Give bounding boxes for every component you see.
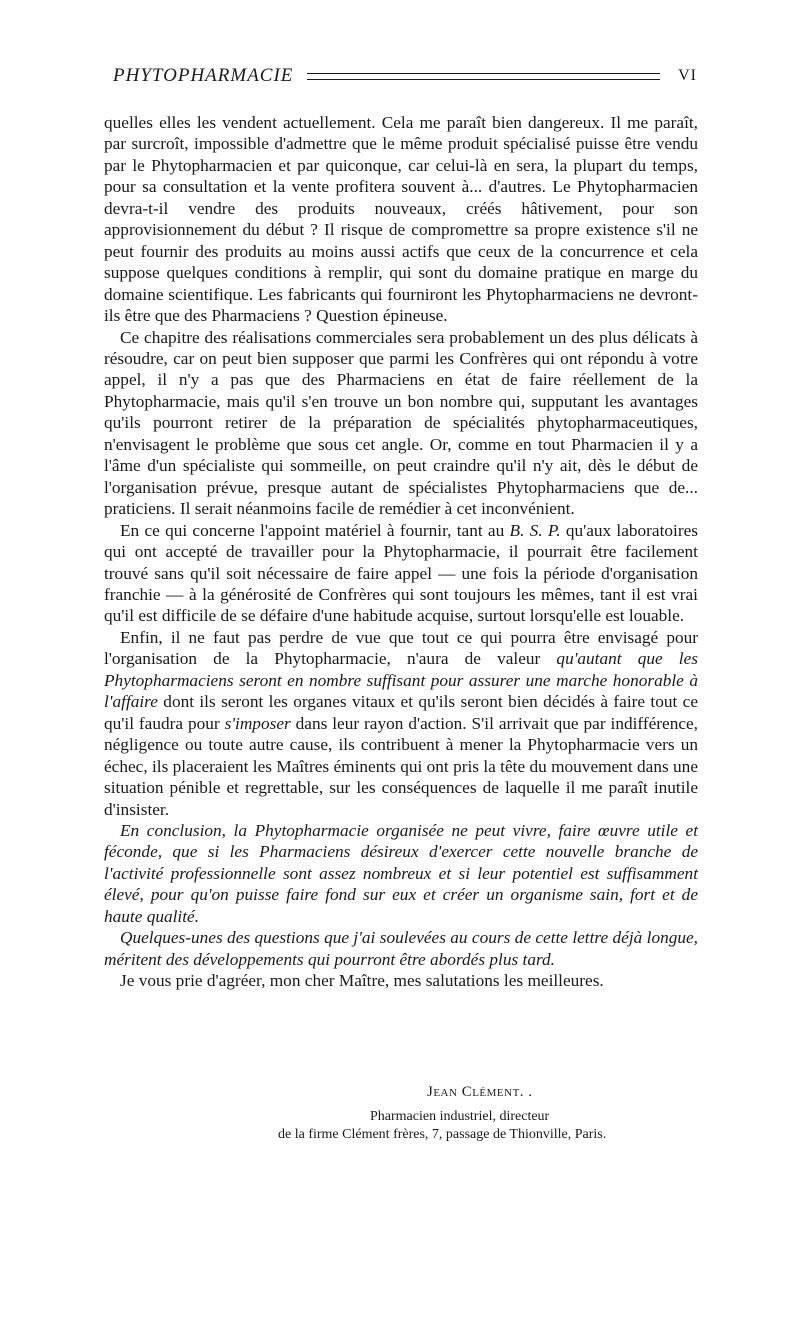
letter-body: [104, 112, 698, 992]
paragraph-3: [104, 520, 698, 627]
closing-salutation: Je vous prie d'agréer, mon cher Maître, mes salutations les meilleures.: [120, 971, 604, 991]
signature-title: Pharmacien industriel, directeur: [370, 1109, 550, 1124]
running-head: PHYTOPHARMACIE: [113, 65, 294, 86]
paragraph-4-text-c: dans leur rayon d'action. S'il arrivait que par indifférence, négligence ou toute autre cause, ils contribuent à mener la Phytopharmacie vers un échec, ils placeraient les Maîtres éminents qui ont pris la tête du mouvement dans une situation pénible et regrettable, sur les conséquences de laquelle il me paraît inutile d'insister.: [104, 713, 698, 819]
paragraph-3-text-b: qu'aux laboratoires qui ont accepté de travailler pour la Phytopharmacie, il pourrait être facilement trouvé sans qu'il soit nécessaire de faire appel — une fois la période d'organisation franchie — à la générosité de Confrères qui sont toujours les mêmes, tant il est vrai qu'il est difficile de se défaire d'une habitude acquise, surtout lorsqu'elle est louable.: [104, 520, 698, 626]
signature-address: de la firme Clément frères, 7, passage de Thionville, Paris.: [278, 1127, 607, 1142]
page-number: VI: [678, 67, 697, 84]
paragraph-6: [104, 927, 698, 970]
paragraph-6-emphasis: Quelques-unes des questions que j'ai soulevées au cours de cette lettre déjà longue, méritent des développements qui pourront être abordés plus tard.: [104, 928, 698, 969]
paragraph-4-emphasis-1: qu'autant que les Phytopharmaciens seront en nombre suffisant pour assurer une marche honorable à l'affaire: [104, 649, 698, 712]
paragraph-1: quelles elles les vendent actuellement. Cela me paraît bien dangereux. Il me paraît, par surcroît, impossible d'admettre que le même produit spécialisé puisse être vendu par le Phytopharmacien et par quiconque, car celui-là en sera, la plupart du temps, pour sa consultation et la vente profitera souvent à... d'autres. Le Phytopharmacien devra-t-il vendre des produits nouveaux, créés hâtivement, pour son approvisionnement du début ? Il risque de compromettre sa propre existence s'il ne peut fournir des produits au moins aussi actifs que ceux de la concurrence et cela suppose quelques conditions à remplir, qui sont du domaine pratique en marge du domaine scientifique. Les fabricants qui fourniront les Phytopharmaciens ne devront-ils être que des Pharmaciens ? Question épineuse.: [104, 113, 698, 326]
paragraph-4-emphasis-2: s'imposer: [224, 713, 291, 733]
paragraph-5: [104, 820, 698, 927]
paragraph-4-text-a: Enfin, il ne faut pas perdre de vue que tout ce qui pourra être envisagé pour l'organisation de la Phytopharmacie, n'aura de valeur: [104, 627, 698, 669]
paragraph-2: Ce chapitre des réalisations commerciales sera probablement un des plus délicats à résoudre, car on peut bien supposer que parmi les Confrères qui ont répondu à votre appel, il n'y a pas que des Pharmaciens en état de faire réellement de la Phytopharmacie, mais qu'il s'en trouve un bon nombre qui, supputant les avantages qu'ils pourront retirer de la préparation de spécialités phytopharmaceutiques, n'envisagent le problème que sous cet angle. Or, comme en tout Pharmacien il y a l'âme d'un spécialiste qui sommeille, on peut craindre qu'il n'y ait, dès le début de l'organisation prévue, presque autant de spécialistes Phytopharmaciens que de... praticiens. Il serait néanmoins facile de remédier à cet inconvénient.: [104, 327, 698, 519]
page-header: [113, 62, 697, 90]
paragraph-3-text-a: En ce qui concerne l'appoint matériel à fournir, tant au: [120, 520, 510, 540]
header-rule: [307, 73, 660, 80]
signature-name: Jean Clément. .: [427, 1084, 533, 1100]
paragraph-4-text-b: dont ils seront les organes vitaux et qu'ils seront bien décidés à faire tout ce qu'il faudra pour: [104, 692, 698, 733]
paragraph-5-emphasis: En conclusion, la Phytopharmacie organisée ne peut vivre, faire œuvre utile et féconde, que si les Pharmaciens désireux d'exercer cette nouvelle branche de l'activité professionnelle sont assez nombreux et si leur potentiel est suffisamment élevé, pour qu'on puisse faire fond sur eux et créer un organisme sain, fort et de haute qualité.: [104, 820, 698, 926]
paragraph-4: [104, 627, 698, 820]
paragraph-3-emphasis: B. S. P.: [509, 520, 561, 540]
